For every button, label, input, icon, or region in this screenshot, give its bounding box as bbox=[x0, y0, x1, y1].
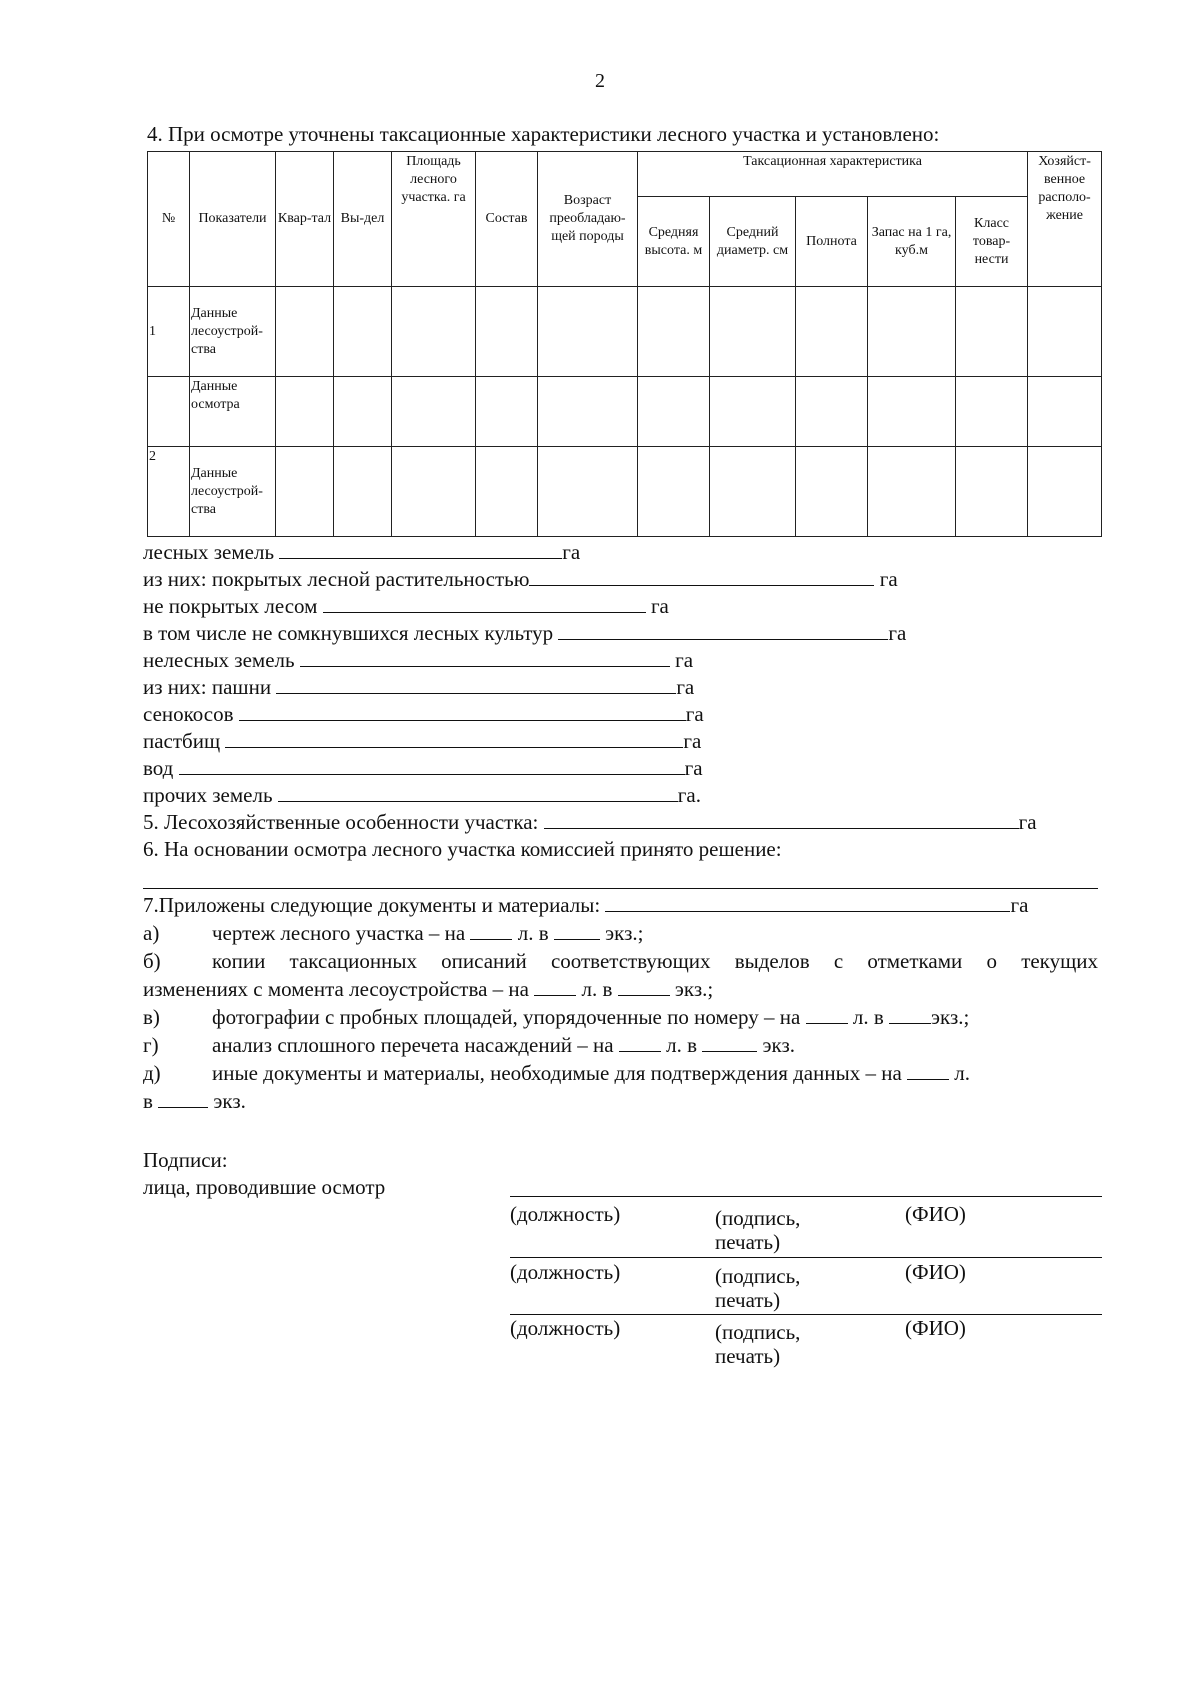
blank-line bbox=[605, 893, 1010, 912]
row-num bbox=[148, 377, 190, 447]
item-text: л. в bbox=[517, 921, 549, 945]
unit: га bbox=[685, 702, 704, 726]
header-diameter: Средний диаметр. см bbox=[710, 197, 796, 287]
blank-line bbox=[278, 783, 678, 802]
header-sostav: Состав bbox=[476, 152, 538, 287]
item-v bbox=[143, 1005, 160, 1030]
item-b-text2 bbox=[143, 977, 713, 1002]
blank-line bbox=[806, 1005, 848, 1024]
header-kvartal: Квар-тал bbox=[276, 152, 334, 287]
line-covered bbox=[143, 567, 898, 592]
fio-label: (ФИО) bbox=[905, 1316, 966, 1340]
line-nonforest bbox=[143, 648, 693, 673]
label: в том числе не сомкнувшихся лесных культур bbox=[143, 621, 554, 645]
label: нелесных земель bbox=[143, 648, 295, 672]
signature-line bbox=[510, 1196, 1102, 1197]
item-text: изменениях с момента лесоустройства – на bbox=[143, 977, 529, 1001]
blank-line bbox=[179, 756, 685, 775]
item-b bbox=[143, 949, 161, 974]
unit: га bbox=[676, 675, 695, 699]
row-num: 1 bbox=[148, 287, 190, 377]
item-d-text2 bbox=[143, 1089, 246, 1114]
unit: га bbox=[879, 567, 898, 591]
item-text: л. в bbox=[581, 977, 613, 1001]
item-text: в bbox=[143, 1089, 153, 1113]
section-4-heading: 4. При осмотре уточнены таксационные характеристики лесного участка и установлено: bbox=[147, 122, 940, 146]
sign-label bbox=[715, 1320, 800, 1368]
row-label: Данные лесоустрой-ства bbox=[190, 287, 276, 377]
item-a bbox=[143, 921, 159, 946]
blank-line bbox=[534, 977, 576, 996]
item-letter: д) bbox=[143, 1061, 161, 1085]
sign-text: печать) bbox=[715, 1230, 781, 1254]
label: прочих земель bbox=[143, 783, 273, 807]
sign-text: (подпись, bbox=[715, 1206, 801, 1230]
blank-line bbox=[889, 1005, 931, 1024]
item-v-text bbox=[212, 1005, 969, 1030]
blank-line bbox=[239, 702, 686, 721]
unit: га bbox=[684, 756, 703, 780]
signatures-persons: лица, проводившие осмотр bbox=[143, 1175, 386, 1199]
blank-line bbox=[276, 675, 676, 694]
line-water bbox=[143, 756, 703, 781]
taxation-table bbox=[147, 151, 1102, 537]
item-letter: б) bbox=[143, 949, 161, 973]
fio-label: (ФИО) bbox=[905, 1202, 966, 1226]
item-text: экз.; bbox=[931, 1005, 970, 1029]
blank-line bbox=[618, 977, 670, 996]
unit: га bbox=[650, 594, 669, 618]
line-unclosed bbox=[143, 621, 906, 646]
item-g-text bbox=[212, 1033, 795, 1058]
position-label: (должность) bbox=[510, 1316, 621, 1340]
header-zapas: Запас на 1 га, куб.м bbox=[868, 197, 956, 287]
header-area: Площадь лесного участка. га bbox=[392, 152, 476, 287]
item-letter: г) bbox=[143, 1033, 159, 1057]
position-label: (должность) bbox=[510, 1260, 621, 1284]
line-hayfields bbox=[143, 702, 704, 727]
table-row bbox=[148, 447, 1102, 537]
header-num: № bbox=[148, 152, 190, 287]
header-indicators: Показатели bbox=[190, 152, 276, 287]
item-text: иные документы и материалы, необходимые для подтверждения данных – на bbox=[212, 1061, 902, 1085]
label: вод bbox=[143, 756, 174, 780]
line-arable bbox=[143, 675, 694, 700]
blank-line bbox=[323, 594, 646, 613]
label: лесных земель bbox=[143, 540, 275, 564]
signature-line bbox=[510, 1314, 1102, 1315]
section-7-text: 7.Приложены следующие документы и материалы: bbox=[143, 893, 601, 917]
item-text: анализ сплошного перечета насаждений – на bbox=[212, 1033, 614, 1057]
sign-text: (подпись, bbox=[715, 1264, 801, 1288]
blank-line bbox=[300, 648, 670, 667]
item-text: экз. bbox=[213, 1089, 246, 1113]
row-label: Данные осмотра bbox=[190, 377, 276, 447]
line-pastures bbox=[143, 729, 701, 754]
label: из них: пашни bbox=[143, 675, 272, 699]
item-d bbox=[143, 1061, 161, 1086]
item-text: л. в bbox=[666, 1033, 698, 1057]
line-not-covered bbox=[143, 594, 669, 619]
decision-line bbox=[143, 888, 1098, 889]
line-other bbox=[143, 783, 701, 808]
unit: га bbox=[562, 540, 581, 564]
header-taxation-group: Таксационная характеристика bbox=[638, 152, 1028, 197]
header-videl: Вы-дел bbox=[334, 152, 392, 287]
sign-text: печать) bbox=[715, 1288, 781, 1312]
header-polnota: Полнота bbox=[796, 197, 868, 287]
unit: га bbox=[1010, 893, 1029, 917]
sign-text: (подпись, bbox=[715, 1320, 801, 1344]
label: сенокосов bbox=[143, 702, 234, 726]
page-number: 2 bbox=[595, 70, 605, 92]
item-g bbox=[143, 1033, 159, 1058]
unit: га bbox=[675, 648, 694, 672]
label: из них: покрытых лесной растительностью bbox=[143, 567, 530, 591]
blank-line bbox=[702, 1033, 757, 1052]
item-text: фотографии с пробных площадей, упорядоченные по номеру – на bbox=[212, 1005, 801, 1029]
label: пастбищ bbox=[143, 729, 221, 753]
section-6: 6. На основании осмотра лесного участка комиссией принято решение: bbox=[143, 837, 782, 861]
position-label: (должность) bbox=[510, 1202, 621, 1226]
blank-line bbox=[544, 810, 1019, 829]
blank-line bbox=[225, 729, 683, 748]
header-age: Возраст преобладаю-щей породы bbox=[538, 152, 638, 287]
item-text: экз. bbox=[762, 1033, 795, 1057]
unit: га bbox=[683, 729, 702, 753]
item-text: л. в bbox=[852, 1005, 884, 1029]
blank-line bbox=[558, 621, 888, 640]
table-row bbox=[148, 377, 1102, 447]
sign-label bbox=[715, 1264, 800, 1312]
signature-line bbox=[510, 1257, 1102, 1258]
fio-label: (ФИО) bbox=[905, 1260, 966, 1284]
unit: га bbox=[888, 621, 907, 645]
blank-line bbox=[619, 1033, 661, 1052]
unit: га. bbox=[677, 783, 701, 807]
blank-line bbox=[470, 921, 512, 940]
signatures-title: Подписи: bbox=[143, 1148, 228, 1172]
item-text: чертеж лесного участка – на bbox=[212, 921, 466, 945]
header-hoz: Хозяйст-венное располо-жение bbox=[1028, 152, 1102, 287]
item-text: л. bbox=[954, 1061, 970, 1085]
blank-line bbox=[279, 540, 562, 559]
item-text: экз.; bbox=[605, 921, 644, 945]
item-a-text bbox=[212, 921, 643, 946]
sign-text: печать) bbox=[715, 1344, 781, 1368]
blank-line bbox=[554, 921, 600, 940]
row-num: 2 bbox=[148, 447, 190, 537]
item-letter: в) bbox=[143, 1005, 160, 1029]
section-5 bbox=[143, 810, 1037, 835]
blank-line bbox=[158, 1089, 208, 1108]
item-letter: а) bbox=[143, 921, 160, 945]
item-text: экз.; bbox=[674, 977, 714, 1001]
unit: га bbox=[1018, 810, 1037, 834]
table-row bbox=[148, 287, 1102, 377]
header-height: Средняя высота. м bbox=[638, 197, 710, 287]
line-forest-lands bbox=[143, 540, 580, 565]
blank-line bbox=[907, 1061, 949, 1080]
item-d-text bbox=[212, 1061, 970, 1086]
header-klass: Класс товар-нести bbox=[956, 197, 1028, 287]
blank-line bbox=[529, 567, 874, 586]
row-label: Данные лесоустрой-ства bbox=[190, 447, 276, 537]
section-5-text: 5. Лесохозяйственные особенности участка: bbox=[143, 810, 539, 834]
label: не покрытых лесом bbox=[143, 594, 318, 618]
section-7 bbox=[143, 893, 1028, 918]
item-b-text1: копии таксационных описаний соответствующих выделов с отметками о текущих bbox=[212, 949, 1098, 973]
sign-label bbox=[715, 1206, 800, 1254]
